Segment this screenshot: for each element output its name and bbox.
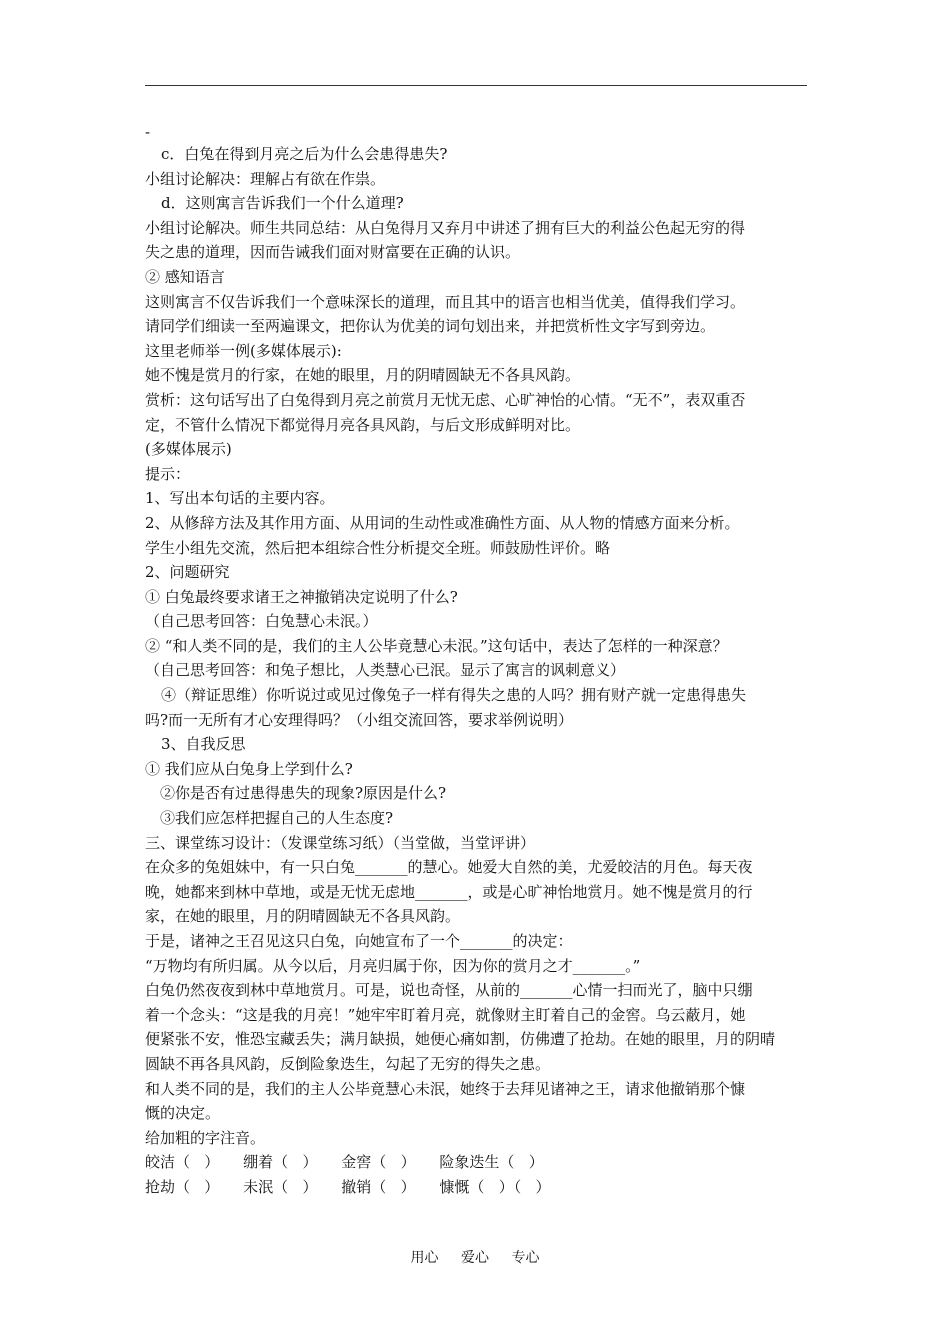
top-dash: - [145, 123, 151, 141]
text-line: 2、从修辞方法及其作用方面、从用词的生动性或准确性方面、从人物的情感方面来分析。 [145, 513, 740, 532]
text-line: ② 感知语言 [145, 267, 225, 286]
text-line: 便紧张不安，惟恐宝藏丢失；满月缺损，她便心痛如割，仿佛遭了抢劫。在她的眼里，月的阴晴 [145, 1030, 776, 1049]
text-line: 她不愧是赏月的行家，在她的眼里，月的阴晴圆缺无不各具风韵。 [145, 366, 581, 385]
text-line: （自己思考回答：和兔子想比，人类慧心已泯。显示了寓言的讽刺意义） [145, 661, 626, 680]
text-line: 抢劫（ ） 未泯（ ） 撤销（ ） 慷慨（ ）（ ） [145, 1177, 551, 1196]
text-line: 于是，诸神之王召见这只白兔，向她宣布了一个_______的决定： [145, 932, 573, 950]
text-line: 定，不管什么情况下都觉得月亮各具风韵，与后文形成鲜明对比。 [145, 415, 581, 434]
text-line: 家，在她的眼里，月的阴晴圆缺无不各具风韵。 [145, 907, 461, 926]
text-line: 请同学们细读一至两遍课文，把你认为优美的词句划出来，并把赏析性文字写到旁边。 [145, 317, 716, 336]
text-line: ② “和人类不同的是，我们的主人公毕竟慧心未泯。”这句话中，表达了怎样的一种深意？ [145, 636, 728, 655]
text-line: 和人类不同的是，我们的主人公毕竟慧心未泯，她终于去拜见诸神之王，请求他撤销那个慷 [145, 1079, 746, 1098]
text-line: 晚，她都来到林中草地，或是无忧无虑地_______，或是心旷神怡地赏月。她不愧是赏月的行 [145, 882, 753, 901]
text-line: 3、自我反思 [161, 735, 246, 754]
document-body [145, 123, 810, 1200]
text-line: 在众多的兔姐妹中，有一只白兔_______的慧心。她爱大自然的美，尤爱皎洁的月色。每天夜 [145, 858, 753, 877]
footer-item: 爱心 [461, 1250, 489, 1266]
text-line: 失之患的道理，因而告诫我们面对财富要在正确的认识。 [145, 243, 521, 262]
text-line: 皎洁（ ） 绷着（ ） 金窖（ ） 险象迭生（ ） [145, 1153, 544, 1172]
text-line: “万物均有所归属。从今以后，月亮归属于你，因为你的赏月之才_______。” [145, 956, 641, 975]
text-line: 这则寓言不仅告诉我们一个意味深长的道理，而且其中的语言也相当优美，值得我们学习。 [145, 292, 746, 311]
page-footer [0, 1247, 950, 1267]
text-line: d．这则寓言告诉我们一个什么道理? [161, 194, 404, 213]
text-line: ④（辩证思维）你听说过或见过像兔子一样有得失之患的人吗？拥有财产就一定患得患失 [161, 686, 747, 705]
text-line: （自己思考回答：白兔慧心未泯。） [145, 612, 378, 631]
text-line: 2、问题研究 [145, 563, 230, 582]
footer-item: 专心 [511, 1250, 540, 1266]
text-line: 小组讨论解决：理解占有欲在作祟。 [145, 169, 386, 188]
text-line: 这里老师举一例(多媒体展示): [145, 341, 342, 360]
text-line: c．白兔在得到月亮之后为什么会患得患失? [161, 145, 448, 163]
text-line: ③我们应怎样把握自己的人生态度? [160, 809, 394, 828]
text-line: ① 白兔最终要求诸王之神撤销决定说明了什么? [145, 587, 458, 606]
text-line: 提示： [145, 464, 191, 483]
text-lines [145, 142, 810, 1200]
text-line: 三、课堂练习设计：（发课堂练习纸）（当堂做，当堂评讲） [145, 833, 536, 852]
text-line: 赏析：这句话写出了白兔得到月亮之前赏月无忧无虑、心旷神怡的心情。“无不”，表双重否 [145, 390, 746, 409]
text-line: 小组讨论解决。师生共同总结：从白兔得月又弃月中讲述了拥有巨大的利益公色起无穷的得 [145, 218, 746, 237]
text-line: 学生小组先交流，然后把本组综合性分析提交全班。师鼓励性评价。略 [145, 538, 611, 557]
text-line: 着一个念头：“这是我的月亮！”她牢牢盯着月亮，就像财主盯着自己的金窖。乌云蔽月，她 [145, 1005, 746, 1024]
text-line: 1、写出本句话的主要内容。 [145, 489, 335, 508]
text-line: 吗?而一无所有才心安理得吗？（小组交流回答，要求举例说明） [145, 710, 574, 729]
footer-item: 用心 [410, 1250, 439, 1266]
text-line: 白兔仍然夜夜到林中草地赏月。可是，说也奇怪，从前的_______心情一扫而光了，脑中只绷 [145, 981, 753, 1000]
text-line: ① 我们应从白兔身上学到什么? [145, 759, 353, 778]
text-line: ②你是否有过患得患失的现象?原因是什么? [160, 784, 447, 803]
text-line: 给加粗的字注音。 [145, 1128, 266, 1147]
text-line: 圆缺不再各具风韵，反倒险象迭生，勾起了无穷的得失之患。 [145, 1054, 551, 1073]
text-line: 慨的决定。 [145, 1104, 221, 1123]
text-line: (多媒体展示) [145, 440, 232, 459]
header-rule [145, 85, 807, 86]
